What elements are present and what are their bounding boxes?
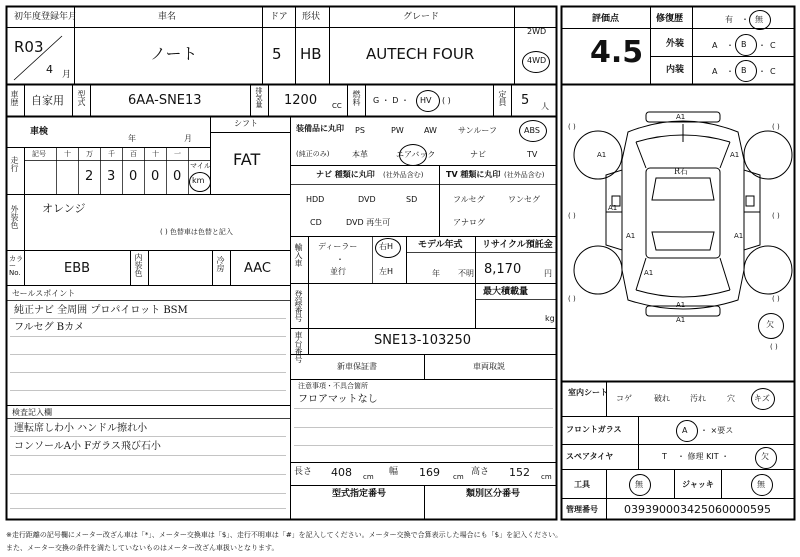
- bracket-bl: ( ): [568, 295, 576, 303]
- fuel-paren: ( ): [442, 96, 451, 105]
- seat-tear: 破れ: [654, 394, 670, 403]
- fuel-selected: HV: [420, 96, 432, 105]
- height-cm: cm: [541, 473, 552, 481]
- repair-yes: 有: [725, 15, 733, 24]
- digit-label-4: 十: [152, 150, 159, 158]
- seat-stain: 汚れ: [690, 394, 706, 403]
- reg-year: R03: [14, 38, 44, 56]
- shaken-month-unit: 月: [184, 134, 192, 143]
- equip-pw: PW: [391, 126, 404, 135]
- max-load-kg: kg: [545, 314, 555, 323]
- seat-burn: コゲ: [616, 394, 632, 403]
- color-no-label: カラーNo.: [9, 255, 23, 277]
- sales-line-2: フルセグ Bカメ: [14, 322, 85, 333]
- import-dealer: ディーラー: [318, 242, 358, 251]
- shaken-label: 車検: [30, 127, 49, 137]
- ext-grade-dot: ・: [726, 41, 734, 50]
- chassis-value: SNE13-103250: [374, 333, 472, 348]
- length-cm: cm: [363, 473, 374, 481]
- repair-dot: ・: [741, 15, 749, 24]
- damage-mark-left: A1: [608, 204, 618, 212]
- equipment-label: 装備品に丸印: [296, 124, 344, 133]
- glass-rest: ・ ×要ス: [700, 426, 734, 435]
- tv-fullseg: フルセグ: [453, 195, 485, 204]
- footer-note-1: ※走行距離の記号欄にメーター改ざん車は「*」、メーター交換車は「$」、走行不明車は「#」を記入してください。メーター交換で合算表示した場合にも「$」を記入ください。: [6, 531, 563, 539]
- navi-label: ナビ 種類に丸印: [316, 170, 375, 179]
- digit-label-0: 十: [64, 150, 71, 158]
- damage-mark-right-front: A1: [730, 151, 740, 159]
- import-dot: ・: [336, 255, 344, 264]
- km-label: km: [192, 176, 205, 185]
- body-shape: HB: [300, 45, 322, 63]
- shift-label: シフト: [234, 119, 258, 128]
- fuel-label: 燃料: [352, 90, 361, 106]
- warranty-label: 新車保証書: [337, 362, 377, 371]
- capacity-unit: 人: [541, 102, 549, 111]
- repair-no: 無: [755, 15, 763, 24]
- navi-sub: (社外品含む): [383, 171, 424, 179]
- navi-dvd: DVD: [358, 195, 376, 204]
- tv-sub: (社外品含む): [504, 171, 545, 179]
- spare-label: スペアタイヤ: [566, 452, 614, 461]
- bracket-br: ( ): [772, 295, 780, 303]
- mileage-digit: 3: [107, 169, 116, 184]
- notes-text: フロアマットなし: [298, 394, 378, 405]
- seat-label: 室内シート: [568, 388, 608, 397]
- damage-mark-fl-wheel: A1: [597, 151, 607, 159]
- ext-color-value: オレンジ: [42, 202, 86, 215]
- height-value: 152: [509, 466, 530, 479]
- footer-note-2: また、メーター交換の条件を満たしていないものはメーター改ざん車扱いとなります。: [6, 544, 279, 552]
- drive-2wd: 2WD: [527, 27, 547, 36]
- capacity-value: 5: [521, 93, 530, 108]
- type-no-label: 型式指定番号: [332, 489, 387, 499]
- navi-cd: CD: [310, 218, 322, 227]
- digit-label-5: 一: [174, 150, 181, 158]
- damage-mark-left-rear: A1: [626, 232, 636, 240]
- class-no-label: 類別区分番号: [466, 489, 521, 499]
- mileage-digit: 0: [129, 169, 138, 184]
- seat-hole: 穴: [727, 394, 735, 403]
- grade-value: AUTECH FOUR: [366, 45, 475, 63]
- seat-scratch: キズ: [754, 394, 770, 403]
- digit-label-2: 千: [108, 150, 115, 158]
- navi-dvd-play: DVD 再生可: [346, 218, 391, 227]
- glass-a: A: [682, 426, 688, 435]
- equip-leather: 本革: [352, 150, 368, 159]
- bracket-mr: ( ): [772, 212, 780, 220]
- ac-value: AAC: [244, 261, 271, 276]
- damage-mark-rear: A1: [676, 301, 686, 309]
- equip-ps: PS: [355, 126, 365, 135]
- digit-label-1: 万: [86, 150, 93, 158]
- shift-value: FAT: [233, 150, 261, 169]
- sign-label: 記号: [32, 150, 46, 158]
- interior-color-label: 内装色: [134, 253, 143, 277]
- model-year-label: モデル年式: [418, 240, 463, 250]
- car-name-label: 車名: [158, 12, 177, 22]
- displacement-value: 1200: [284, 93, 318, 108]
- sales-label: セールスポイント: [12, 289, 76, 298]
- reg-month: 4: [46, 63, 53, 76]
- ext-grade-c: C: [770, 41, 776, 50]
- inspector-line-2: コンソールA小 Fガラス飛び石小: [14, 441, 161, 452]
- recycle-value: 8,170: [484, 262, 522, 277]
- model-value: 6AA-SNE13: [128, 93, 202, 108]
- manual-label: 車両取説: [473, 362, 505, 371]
- length-label: 長さ: [294, 467, 313, 477]
- int-grade-dot-2: ・: [758, 67, 766, 76]
- damage-mark-lower: A1: [644, 269, 654, 277]
- usage-value: 自家用: [31, 94, 64, 107]
- notes-label: 注意事項・不具合箇所: [298, 382, 368, 390]
- color-change-note: ( ) 色替車は色替と記入: [160, 228, 233, 236]
- jack-label: ジャッキ: [682, 480, 714, 489]
- capacity-label: 定員: [498, 90, 507, 106]
- bracket-spare: ( ): [770, 343, 778, 351]
- usage-label: 車歴: [10, 90, 19, 106]
- spare-missing: 欠: [761, 452, 769, 461]
- tool-label: 工具: [574, 480, 590, 489]
- bracket-tr: ( ): [772, 123, 780, 131]
- chassis-label: 車台番号: [294, 331, 303, 363]
- mgmt-no: 039390003425060000595: [624, 503, 771, 516]
- model-label: 型式: [77, 90, 86, 106]
- spare-t: T: [662, 452, 667, 461]
- length-value: 408: [331, 466, 352, 479]
- spare-kit: ・ 修理 KIT ・: [677, 452, 730, 461]
- mileage-label: 走行: [10, 156, 19, 172]
- car-diagram: [574, 112, 792, 316]
- equip-sunroof: サンルーフ: [458, 126, 497, 135]
- interior-grade-label: 内装: [666, 65, 685, 75]
- equip-airbag: エアバック: [396, 150, 436, 159]
- jack-none: 無: [757, 480, 765, 489]
- int-grade-b: B: [741, 66, 747, 75]
- score-label: 評価点: [592, 14, 620, 24]
- first-reg-label: 初年度登録年月: [14, 12, 78, 22]
- door-label: ドア: [270, 12, 288, 22]
- height-label: 高さ: [471, 467, 490, 477]
- repair-label: 修復歴: [656, 14, 684, 24]
- int-grade-dot: ・: [726, 67, 734, 76]
- score-value: 4.5: [590, 35, 644, 70]
- ext-grade-dot-2: ・: [758, 41, 766, 50]
- fuel-options: G ・ D ・: [373, 96, 409, 105]
- damage-mark-right-rear: A1: [734, 232, 744, 240]
- model-year-unit: 年: [432, 269, 440, 278]
- ext-grade-a: A: [712, 41, 718, 50]
- glass-label: フロントガラス: [566, 425, 622, 434]
- exterior-grade-label: 外装: [666, 39, 685, 49]
- equip-tv: TV: [527, 150, 538, 159]
- mgmt-label: 管理番号: [566, 505, 598, 514]
- recycle-label: リサイクル預託金: [482, 240, 553, 250]
- equip-aw: AW: [424, 126, 437, 135]
- model-year-unknown: 不明: [458, 269, 474, 278]
- import-parallel: 並行: [330, 267, 346, 276]
- equipment-sub: (純正のみ): [296, 150, 330, 158]
- digit-label-3: 百: [130, 150, 137, 158]
- import-label: 輸入車: [294, 243, 303, 267]
- grade-label: グレード: [403, 12, 440, 22]
- navi-sd: SD: [406, 195, 418, 204]
- damage-mark-rear-bumper: A1: [676, 316, 686, 324]
- drive-4wd: 4WD: [527, 56, 547, 65]
- tv-label: TV 種類に丸印: [446, 170, 501, 179]
- ac-label: 冷房: [216, 256, 225, 272]
- displacement-label: 排気量: [255, 87, 263, 108]
- mileage-digit: 0: [173, 169, 182, 184]
- reg-month-unit: 月: [62, 70, 72, 80]
- mileage-digit: 0: [151, 169, 160, 184]
- ext-grade-b: B: [741, 40, 747, 49]
- color-no-value: EBB: [64, 261, 91, 276]
- width-value: 169: [419, 466, 440, 479]
- mileage-digit: 2: [85, 169, 94, 184]
- car-name: ノート: [150, 44, 198, 63]
- bracket-tl: ( ): [568, 123, 576, 131]
- sales-line-1: 純正ナビ 全周囲 プロパイロット BSM: [14, 305, 188, 316]
- shaken-year-unit: 年: [128, 134, 136, 143]
- inspector-line-1: 運転席しわ小 ハンドル擦れ小: [14, 423, 148, 434]
- spare-missing-mark: 欠: [766, 320, 774, 329]
- recycle-yen: 円: [544, 269, 552, 278]
- shape-label: 形状: [302, 12, 321, 22]
- equip-navi: ナビ: [470, 150, 486, 159]
- int-grade-c: C: [770, 67, 776, 76]
- tv-analog: アナログ: [453, 218, 485, 227]
- width-cm: cm: [453, 473, 464, 481]
- inspector-label: 検査記入欄: [12, 408, 52, 417]
- equip-abs: ABS: [524, 126, 540, 135]
- cc-unit: CC: [332, 102, 342, 110]
- import-right: 右H: [379, 242, 394, 251]
- mile-label: マイル: [190, 162, 211, 170]
- reg-no-label: 登録番号: [294, 290, 303, 322]
- ext-color-label: 外装色: [10, 205, 19, 229]
- door-count: 5: [272, 45, 282, 63]
- int-grade-a: A: [712, 67, 718, 76]
- tv-oneseg: ワンセグ: [508, 195, 540, 204]
- damage-mark-roof: R石: [674, 167, 689, 176]
- width-label: 幅: [389, 467, 399, 477]
- damage-mark-front: A1: [676, 113, 686, 121]
- tool-none: 無: [635, 480, 643, 489]
- import-left: 左H: [379, 267, 394, 276]
- navi-hdd: HDD: [306, 195, 325, 204]
- bracket-ml: ( ): [568, 212, 576, 220]
- max-load-label: 最大積載量: [483, 287, 529, 297]
